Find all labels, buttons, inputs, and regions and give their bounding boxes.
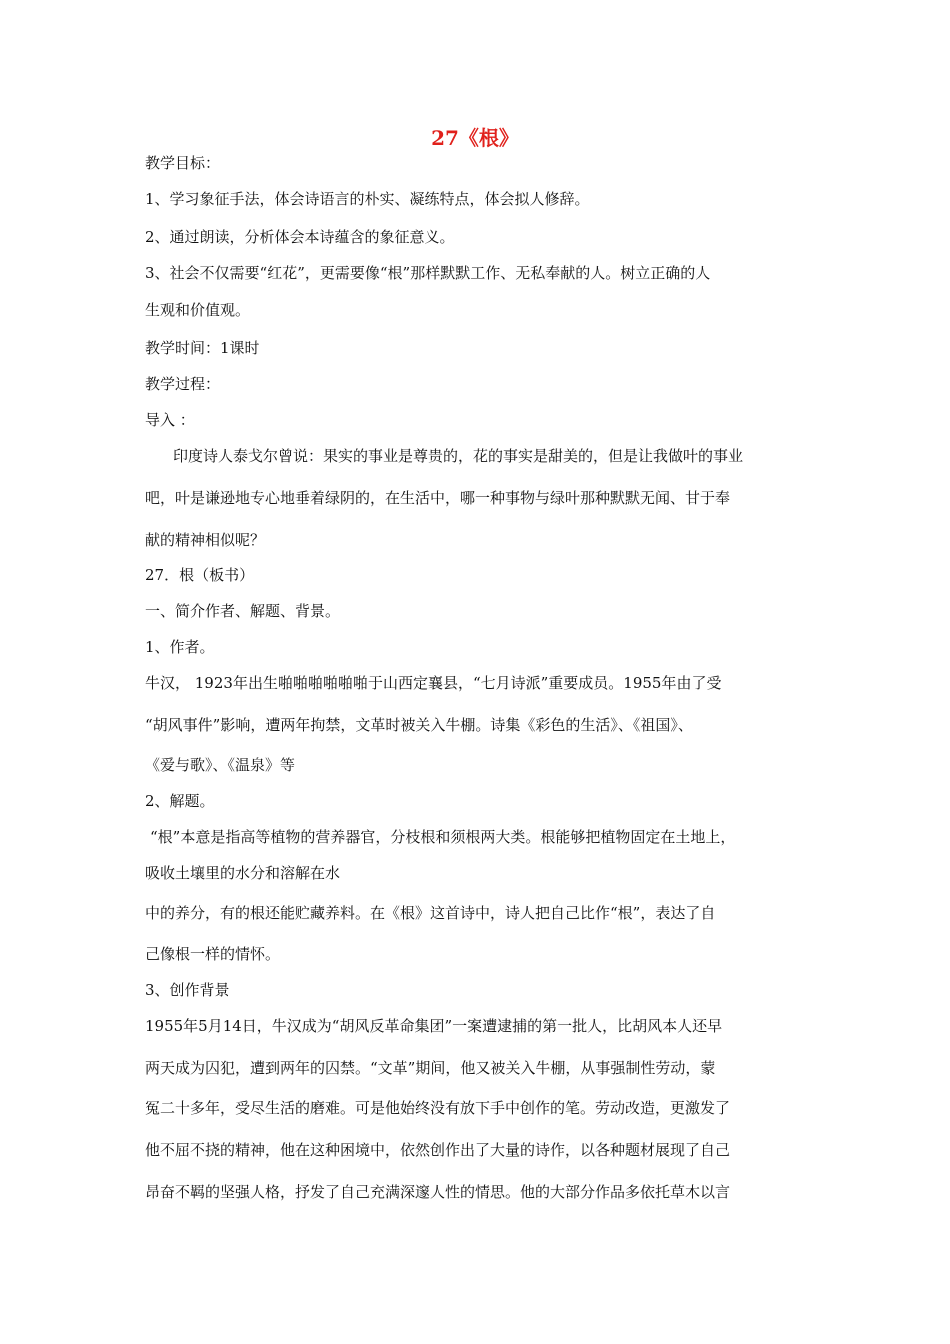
intro-heading: 导入 ： (145, 411, 195, 429)
explanation-paragraph-line-2: 吸收土壤里的水分和溶解在水 (145, 864, 341, 882)
objective-1: 1、学习象征手法，体会诗语言的朴实、凝练特点，体会拟人修辞。 (145, 190, 590, 208)
intro-paragraph-line-3: 献的精神相似呢？ (145, 531, 266, 549)
explanation-paragraph-line-1: “根”本意是指高等植物的营养器官，分枝根和须根两大类。根能够把植物固定在土地上， (150, 828, 736, 846)
intro-paragraph-line-2: 吧，叶是谦逊地专心地垂着绿阴的，在生活中，哪一种事物与绿叶那种默默无闻、甘于奉 (145, 489, 731, 507)
background-paragraph-line-4: 他不屈不挠的精神，他在这种困境中，依然创作出了大量的诗作，以各种题材展现了自己 (145, 1141, 731, 1159)
lesson-title: 27《根》 (431, 126, 519, 150)
board-title: 27．根（板书） (145, 566, 255, 584)
background-paragraph-line-2: 两天成为囚犯，遭到两年的囚禁。“文革”期间，他又被关入牛棚，从事强制性劳动，蒙 (145, 1059, 716, 1077)
background-heading: 3、创作背景 (145, 981, 230, 999)
background-paragraph-line-5: 昂奋不羁的坚强人格，抒发了自己充满深邃人性的情思。他的大部分作品多依托草木以言 (145, 1183, 731, 1201)
background-paragraph-line-1: 1955年5月14日，牛汉成为“胡风反革命集团”一案遭逮捕的第一批人，比胡风本人还早 (145, 1017, 723, 1035)
background-paragraph-line-3: 冤二十多年，受尽生活的磨难。可是他始终没有放下手中创作的笔。劳动改造，更激发了 (145, 1099, 731, 1117)
author-paragraph-line-3: 《爱与歌》、《温泉》等 (145, 756, 296, 774)
objective-2: 2、通过朗读，分析体会本诗蕴含的象征意义。 (145, 228, 455, 246)
intro-paragraph-line-1: 印度诗人泰戈尔曾说：果实的事业是尊贵的，花的事实是甜美的，但是让我做叶的事业 (173, 447, 744, 465)
author-paragraph-line-2: “胡风事件”影响，遭两年拘禁，文革时被关入牛棚。诗集《彩色的生活》、《祖国》、 (145, 716, 693, 734)
teaching-time: 教学时间：1课时 (145, 339, 260, 357)
author-heading: 1、作者。 (145, 638, 215, 656)
objective-3-line-2: 生观和价值观。 (145, 301, 251, 319)
author-paragraph-line-1: 牛汉， 1923年出生啪啪啪啪啪啪于山西定襄县，“七月诗派”重要成员。1955年由了受 (145, 674, 722, 692)
explanation-paragraph-line-4: 己像根一样的情怀。 (145, 945, 281, 963)
objective-3-line-1: 3、社会不仅需要“红花”，更需要像“根”那样默默工作、无私奉献的人。树立正确的人 (145, 264, 711, 282)
title-explanation-heading: 2、解题。 (145, 792, 215, 810)
section-1-heading: 一、简介作者、解题、背景。 (145, 602, 341, 620)
process-heading: 教学过程： (145, 375, 221, 393)
objectives-heading: 教学目标： (145, 154, 221, 172)
explanation-paragraph-line-3: 中的养分，有的根还能贮藏养料。在《根》这首诗中，诗人把自己比作“根”，表达了自 (145, 904, 716, 922)
